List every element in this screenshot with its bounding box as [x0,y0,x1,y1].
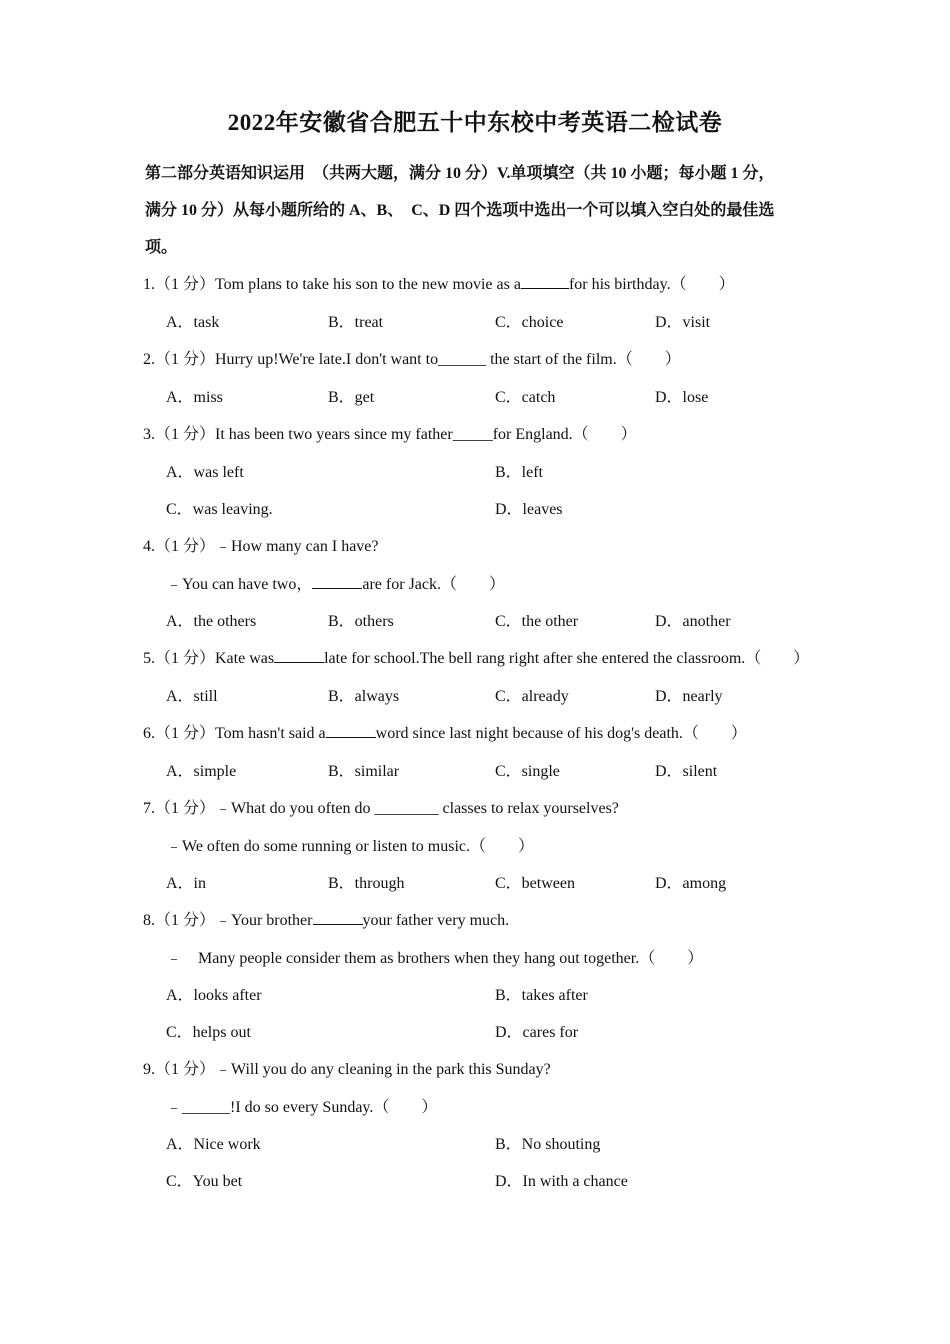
question-9-option-c: C．You bet [166,1173,243,1190]
question-6-stem [143,720,747,743]
question-9-option-a: A．Nice work [166,1136,261,1153]
question-3-option-b: B．left [495,464,543,481]
question-8-option-c: C．helps out [166,1024,251,1041]
question-6-option-d: D．silent [655,763,718,780]
question-1-blank [521,274,569,289]
question-6-blank [326,723,376,738]
question-5-option-b: B．always [328,688,400,705]
question-1-stem-start: 1.（1 分）Tom plans to take his son to the new movie as a [143,276,521,293]
question-5-option-d: D．nearly [655,688,723,705]
question-7-option-d: D．among [655,875,727,892]
question-7-option-a: A．in [166,875,207,892]
question-8-stem-start: 8.（1 分）﹣Your brother [143,912,313,929]
question-1-stem-end: for his birthday.（ ） [568,276,735,293]
question-5-stem-start: 5.（1 分）Kate was [143,650,275,667]
question-8-response: ﹣ Many people consider them as brothers when they hang out together.（ ） [166,950,704,967]
question-8-option-b: B．takes after [495,987,588,1004]
question-4-option-b: B．others [328,613,394,630]
question-4-response-end: are for Jack.（ ） [362,576,505,593]
question-2-option-b: B．get [328,389,375,406]
question-9-option-b: B．No shouting [495,1136,601,1153]
question-4-option-c: C．the other [495,613,579,630]
question-4-stem: 4.（1 分）﹣How many can I have? [143,538,379,555]
question-2-option-c: C．catch [495,389,556,406]
question-2-option-a: A．miss [166,389,223,406]
question-6-option-b: B．similar [328,763,400,780]
question-6-option-c: C．single [495,763,560,780]
question-1-option-b: B．treat [328,314,384,331]
question-9-option-d: D．In with a chance [495,1173,628,1190]
exam-title: 2022年安徽省合肥五十中东校中考英语二检试卷 [227,110,723,135]
question-7-response: ﹣We often do some running or listen to music.（ ） [166,838,535,855]
question-5-stem [143,645,809,668]
question-3-option-c: C．was leaving. [166,501,273,518]
section-intro-line-2: 满分 10 分）从每小题所给的 A、B、 C、D 四个选项中选出一个可以填入空白处的最佳选 [145,202,775,219]
question-9-stem: 9.（1 分）﹣Will you do any cleaning in the park this Sunday? [143,1061,551,1078]
question-7-option-b: B．through [328,875,405,892]
question-4-response [166,571,505,594]
question-4-response-start: ﹣You can have two， [166,576,313,593]
question-5-blank [274,648,324,663]
question-1-stem [143,271,735,294]
question-4-option-a: A．the others [166,613,257,630]
question-4-option-d: D．another [655,613,731,630]
question-8-blank [313,910,363,925]
question-7-stem: 7.（1 分）﹣What do you often do ________ classes to relax yourselves? [143,800,619,817]
question-2-option-d: D．lose [655,389,709,406]
question-8-option-d: D．cares for [495,1024,579,1041]
question-7-option-c: C．between [495,875,575,892]
question-6-option-a: A．simple [166,763,237,780]
question-5-stem-end: late for school.The bell rang right after she entered the classroom.（ ） [324,650,810,667]
question-4-blank [312,574,362,589]
question-3-stem: 3.（1 分）It has been two years since my father_____for England.（ ） [143,426,637,443]
question-3-option-d: D．leaves [495,501,563,518]
question-5-option-a: A．still [166,688,218,705]
question-3-option-a: A．was left [166,464,244,481]
question-1-option-d: D．visit [655,314,711,331]
question-8-option-a: A．looks after [166,987,262,1004]
question-6-stem-start: 6.（1 分）Tom hasn't said a [143,725,326,742]
question-1-option-c: C．choice [495,314,564,331]
question-2-stem: 2.（1 分）Hurry up!We're late.I don't want to______ the start of the film.（ ） [143,351,681,368]
question-8-stem [143,907,509,930]
section-intro-line-3: 项。 [145,239,178,256]
question-6-stem-end: word since last night because of his dog's death.（ ） [375,725,747,742]
question-9-response: ﹣______!I do so every Sunday.（ ） [166,1099,438,1116]
question-1-option-a: A．task [166,314,220,331]
section-intro-line-1: 第二部分英语知识运用 （共两大题，满分 10 分）V.单项填空（共 10 小题；每小题 1 分， [145,165,775,182]
question-8-stem-end: your father very much. [362,912,510,929]
question-5-option-c: C．already [495,688,569,705]
